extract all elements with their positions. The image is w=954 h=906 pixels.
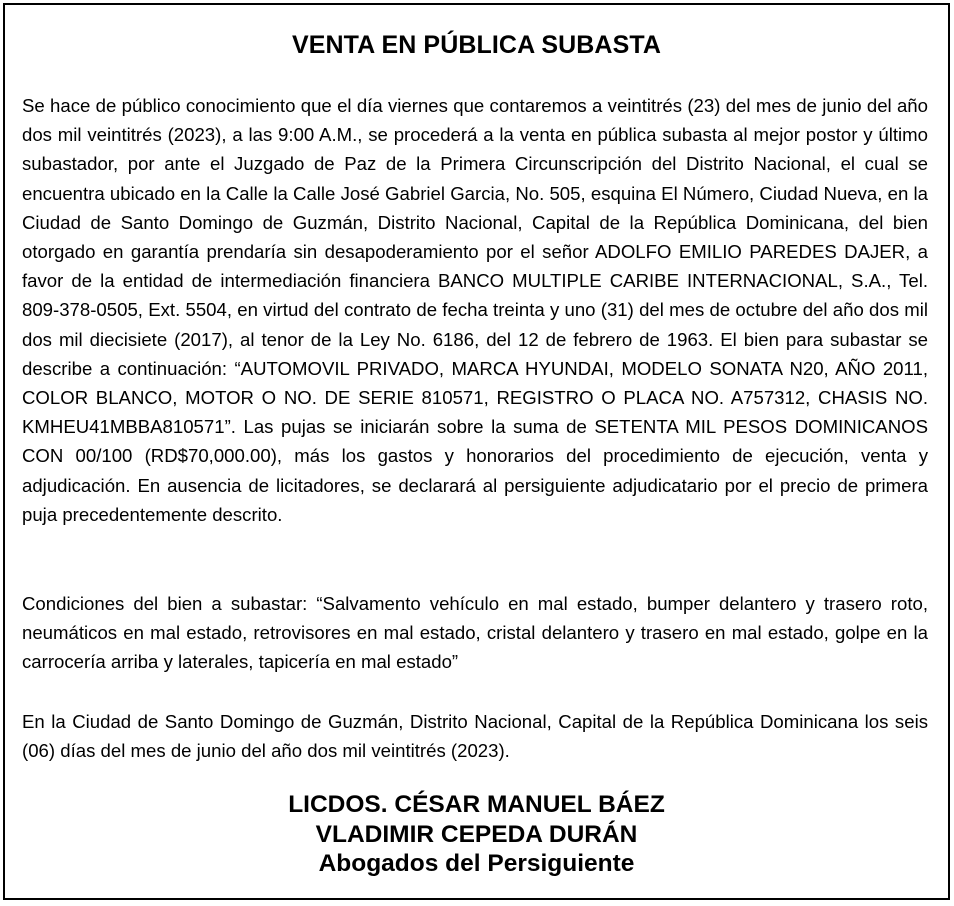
signature-block — [5, 790, 948, 879]
signature-line-attorney-2: VLADIMIR CEPEDA DURÁN — [315, 820, 638, 848]
item-conditions-paragraph: Condiciones del bien a subastar: “Salvamento vehículo en mal estado, bumper delantero y trasero roto, neumáticos en mal estado, retrovisores en mal estado, cristal delantero y trasero en mal estado, golpe en la carrocería arriba y laterales, tapicería en mal estado” — [22, 593, 928, 673]
signature-line-role: Abogados del Persiguiente — [318, 850, 635, 877]
auction-details-paragraph: Se hace de público conocimiento que el día viernes que contaremos a veintitrés (23) del mes de junio del año dos mil veintitrés (2023), a las 9:00 A.M., se procederá a la venta en pública subasta al mejor postor y último subastador, por ante el Juzgado de Paz de la Primera Circunscripción del Distrito Nacional, el cual se encuentra ubicado en la Calle la Calle José Gabriel Garcia, No. 505, esquina El Número, Ciudad Nueva, en la Ciudad de Santo Domingo de Guzmán, Distrito Nacional, Capital de la República Dominicana, del bien otorgado en garantía prendaría sin desapoderamiento por el señor ADOLFO EMILIO PAREDES DAJER, a favor de la entidad de intermediación financiera BANCO MULTIPLE CARIBE INTERNACIONAL, S.A., Tel. 809-378-0505, Ext. 5504, en virtud del contrato de fecha treinta y uno (31) del mes de octubre del año dos mil dos mil diecisiete (2017), al tenor de la Ley No. 6186, del 12 de febrero de 1963. El bien para subastar se describe a continuación: “AUTOMOVIL PRIVADO, MARCA HYUNDAI, MODELO SONATA N20, AÑO 2011, COLOR BLANCO, MOTOR O NO. DE SERIE 810571, REGISTRO O PLACA NO. A757312, CHASIS NO. KMHEU41MBBA810571”. Las pujas se iniciarán sobre la suma de SETENTA MIL PESOS DOMINICANOS CON 00/100 (RD$70,000.00), más los gastos y honorarios del procedimiento de ejecución, venta y adjudicación. En ausencia de licitadores, se declarará al persiguiente adjudicatario por el precio de primera puja precedentemente descrito. — [22, 95, 928, 525]
auction-notice — [3, 3, 950, 900]
place-date-paragraph: En la Ciudad de Santo Domingo de Guzmán, Distrito Nacional, Capital de la República Dominicana los seis (06) días del mes de junio del año dos mil veintitrés (2023). — [22, 711, 928, 762]
notice-title: VENTA EN PÚBLICA SUBASTA — [291, 31, 662, 59]
signature-line-attorneys: LICDOS. CÉSAR MANUEL BÁEZ — [288, 791, 665, 818]
